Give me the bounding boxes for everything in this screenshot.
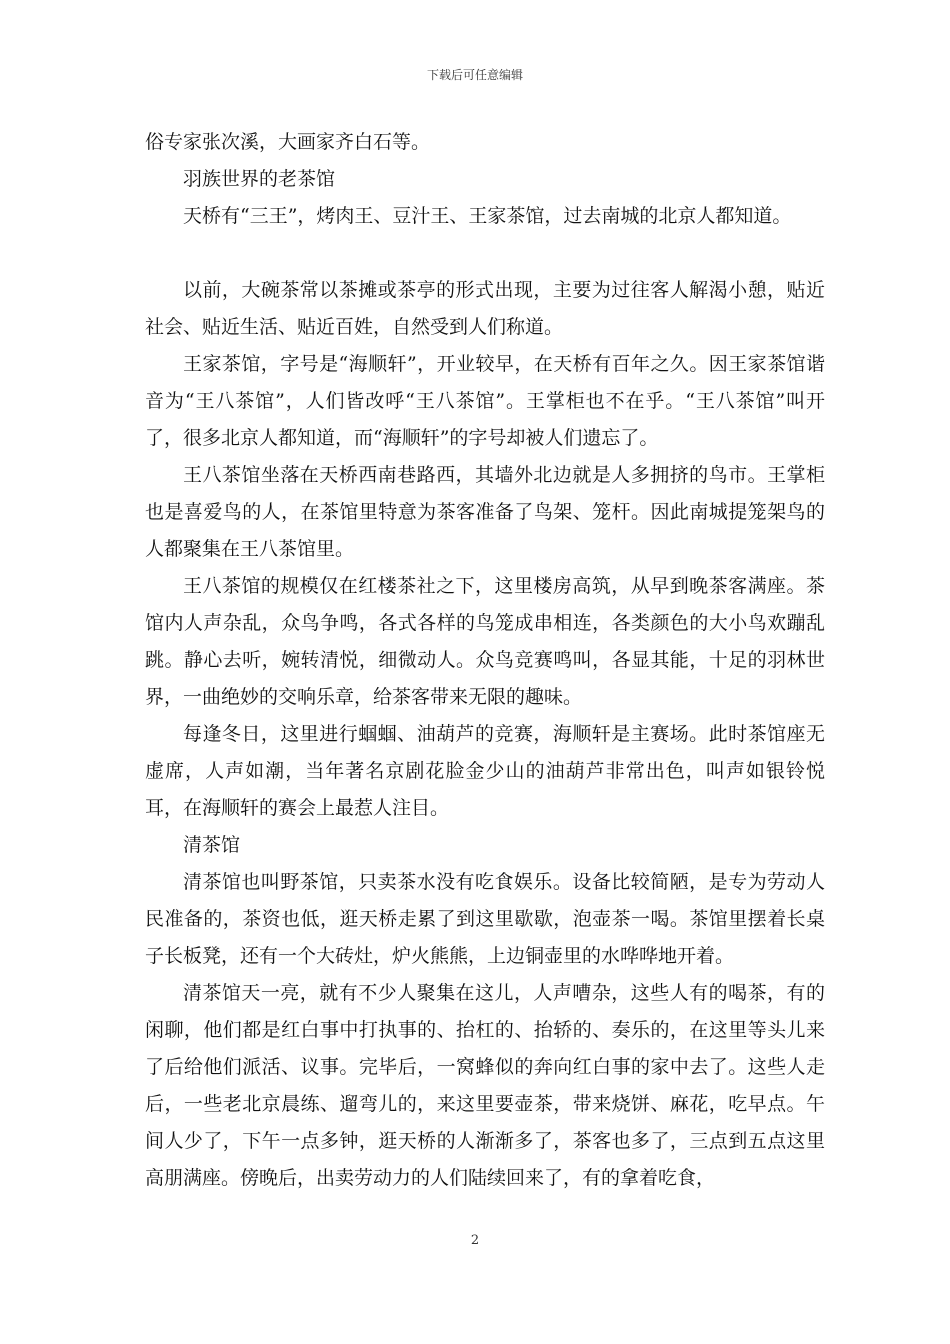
paragraph: 天桥有“三王”，烤肉王、豆汁王、王家茶馆，过去南城的北京人都知道。	[183, 205, 792, 227]
paragraph: 清茶馆也叫野茶馆，只卖茶水没有吃食娱乐。设备比较简陋，是专为劳动人民准备的，茶资也低，逛天桥走累了到这里歇歇，泡壶茶一喝。茶馆里摆着长桌子长板凳，还有一个大砖灶，炉火熊熊，上边铜壶里的水哗哗地开着。	[145, 871, 825, 967]
page-number: 2	[470, 1233, 480, 1248]
paragraph: 王八茶馆坐落在天桥西南巷路西，其墙外北边就是人多拥挤的鸟市。王掌柜也是喜爱鸟的人，在茶馆里特意为茶客准备了鸟架、笼杆。因此南城提笼架鸟的人都聚集在王八茶馆里。	[145, 464, 825, 560]
paragraph-continuation: 俗专家张次溪，大画家齐白石等。	[145, 131, 431, 153]
document-body	[145, 124, 825, 1197]
paragraph: 清茶馆天一亮，就有不少人聚集在这儿，人声嘈杂，这些人有的喝茶，有的闲聊，他们都是红白事中打执事的、抬杠的、抬轿的、奏乐的，在这里等头儿来了后给他们派活、议事。完毕后，一窝蜂似的奔向红白事的家中去了。这些人走后，一些老北京晨练、遛弯儿的，来这里要壶茶，带来烧饼、麻花，吃早点。午间人少了，下午一点多钟，逛天桥的人渐渐多了，茶客也多了，三点到五点这里高朋满座。傍晚后，出卖劳动力的人们陆续回来了，有的拿着吃食，	[145, 982, 825, 1189]
section-heading-bird-teahouse: 羽族世界的老茶馆	[183, 168, 336, 190]
page-header: 下载后可任意编辑	[426, 68, 523, 82]
paragraph: 王八茶馆的规模仅在红楼茶社之下，这里楼房高筑，从早到晚茶客满座。茶馆内人声杂乱，众鸟争鸣，各式各样的鸟笼成串相连，各类颜色的大小鸟欢蹦乱跳。静心去听，婉转清悦，细微动人。众鸟竞赛鸣叫，各显其能，十足的羽林世界，一曲绝妙的交响乐章，给茶客带来无限的趣味。	[145, 575, 825, 708]
paragraph: 以前，大碗茶常以茶摊或茶亭的形式出现，主要为过往客人解渴小憩，贴近社会、贴近生活、贴近百姓，自然受到人们称道。	[145, 279, 825, 338]
paragraph: 王家茶馆，字号是“海顺轩”，开业较早，在天桥有百年之久。因王家茶馆谐音为“王八茶馆”，人们皆改呼“王八茶馆”。王掌柜也不在乎。“王八茶馆”叫开了，很多北京人都知道，而“海顺轩”的字号却被人们遗忘了。	[145, 353, 825, 449]
paragraph: 每逢冬日，这里进行蝈蝈、油葫芦的竞赛，海顺轩是主赛场。此时茶馆座无虚席，人声如潮，当年著名京剧花脸金少山的油葫芦非常出色，叫声如银铃悦耳，在海顺轩的赛会上最惹人注目。	[145, 723, 825, 819]
section-heading-plain-teahouse: 清茶馆	[183, 834, 241, 856]
blank-line	[145, 235, 825, 272]
